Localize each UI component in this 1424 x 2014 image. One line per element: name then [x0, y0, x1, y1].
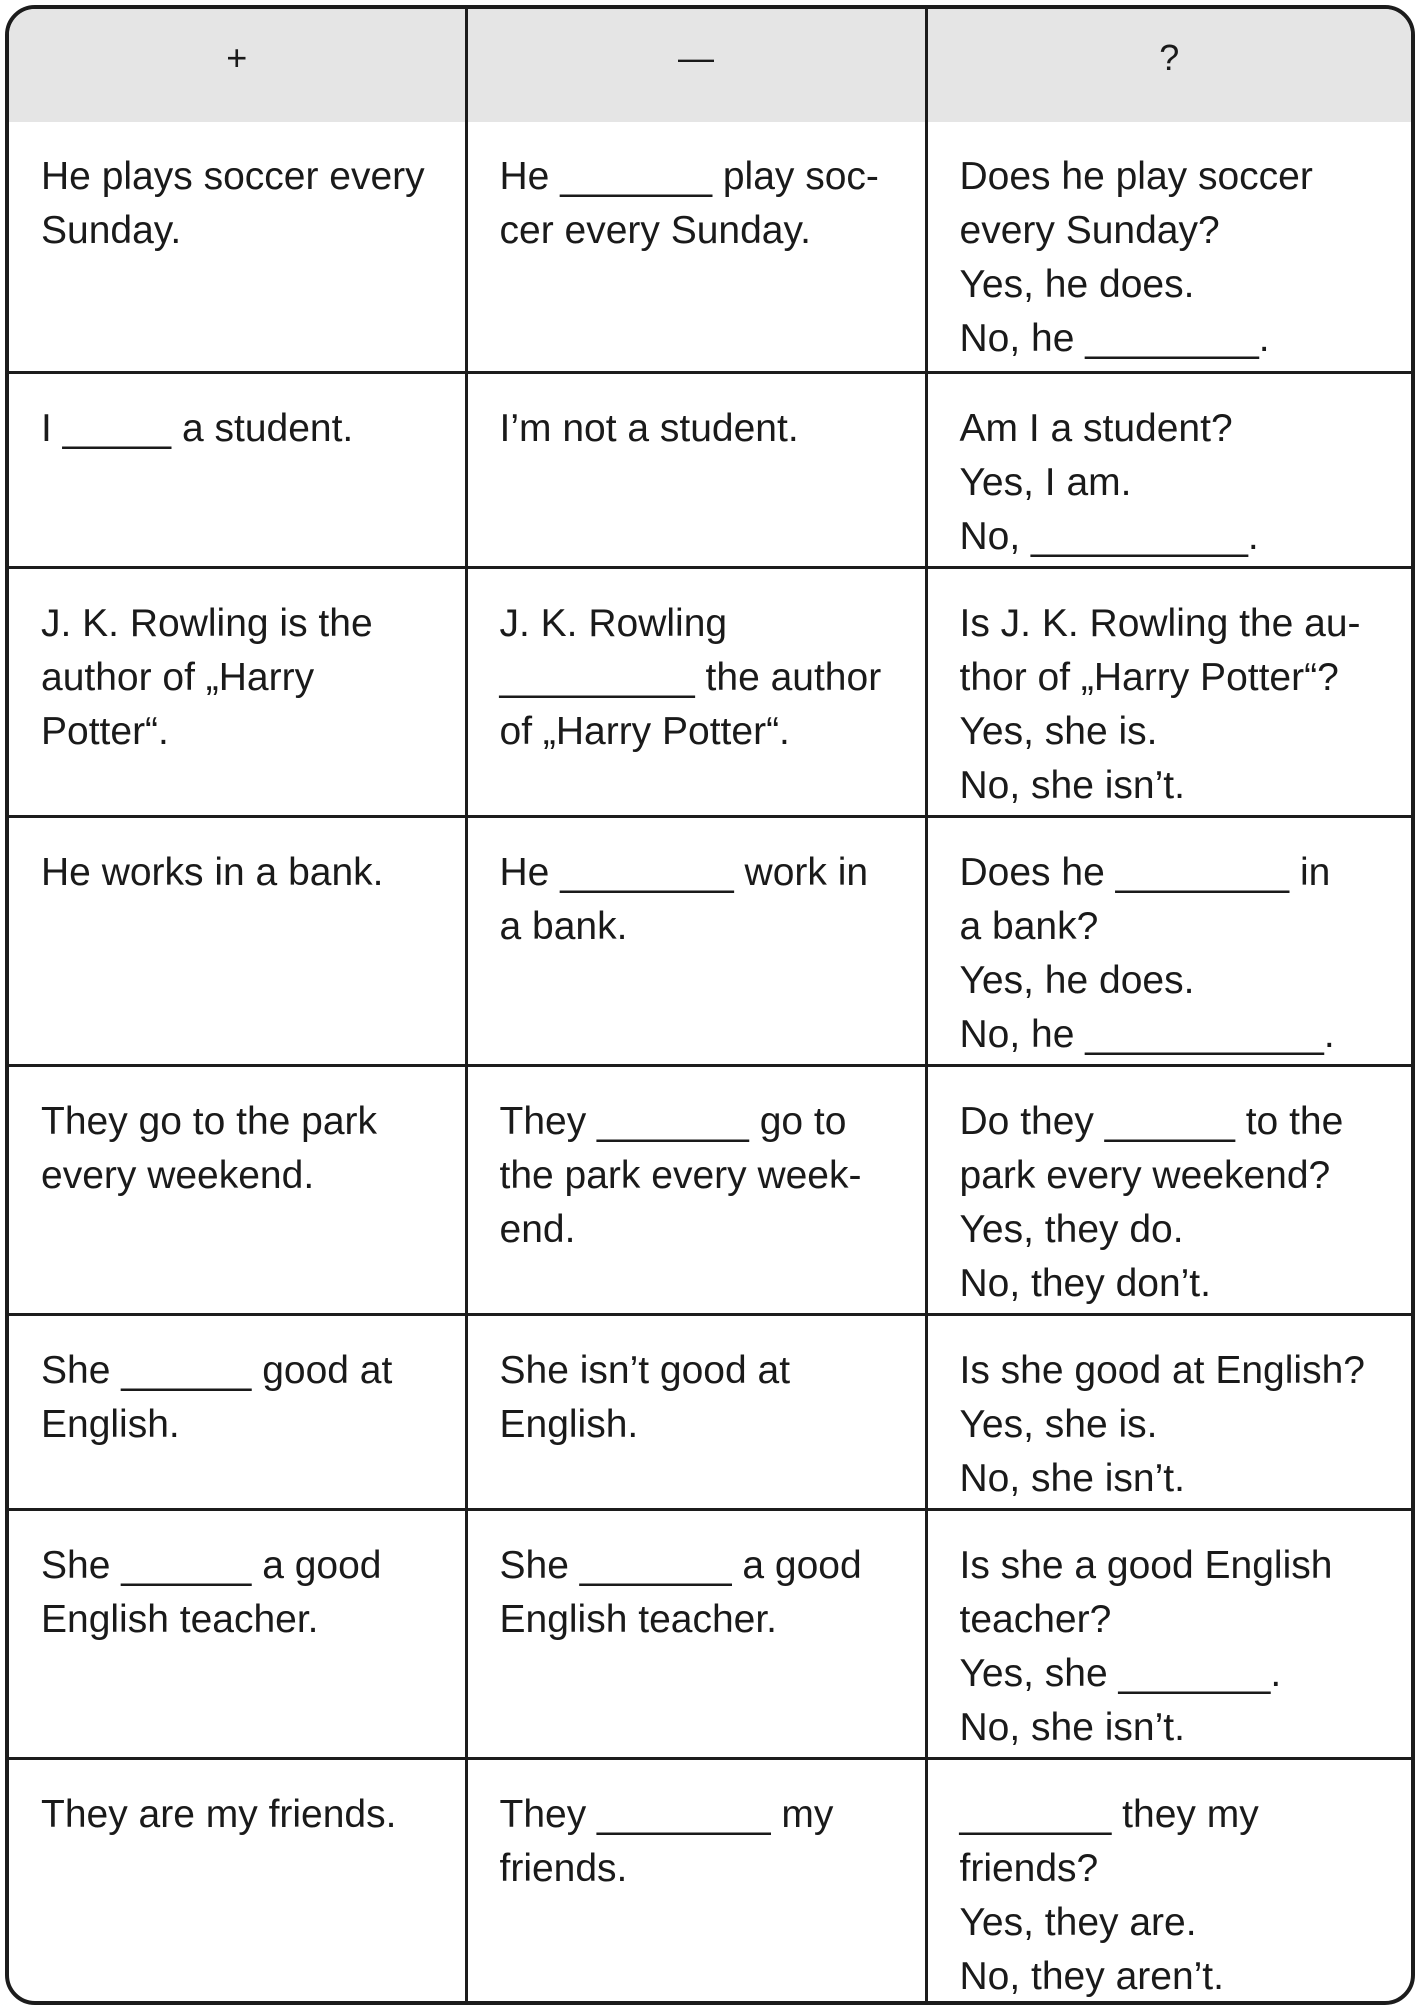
cell-line: Do they ______ to the — [959, 1099, 1344, 1143]
cell-line: Does he play soccer — [959, 155, 1313, 198]
table-row — [9, 122, 1411, 372]
cell-line: a bank? — [959, 904, 1099, 948]
cell-positive — [9, 1065, 466, 1314]
cell-question — [926, 122, 1411, 372]
cell-line: English. — [41, 1402, 180, 1446]
cell-line: _________ the author — [499, 655, 882, 699]
cell-positive — [9, 816, 466, 1065]
cell-line: She ______ good at — [41, 1348, 393, 1392]
cell-line: No, she isn’t. — [959, 1705, 1185, 1749]
grammar-table — [9, 9, 1411, 2004]
cell-line: He plays soccer every — [41, 155, 425, 198]
cell-negative — [466, 567, 926, 816]
table-row — [9, 816, 1411, 1065]
table-row — [9, 1509, 1411, 1758]
cell-line: Is she a good English — [959, 1543, 1333, 1587]
cell-positive — [9, 1758, 466, 2004]
cell-line: Yes, they are. — [959, 1900, 1197, 1944]
cell-positive — [9, 567, 466, 816]
cell-line: author of „Harry — [41, 655, 315, 699]
header-negative: — — [466, 9, 926, 122]
cell-line: English. — [499, 1402, 639, 1446]
cell-line: No, they don’t. — [959, 1261, 1211, 1305]
cell-line: Yes, she is. — [959, 709, 1158, 753]
cell-line: No, he ________. — [959, 317, 1270, 360]
cell-line: Yes, she is. — [959, 1402, 1158, 1446]
cell-negative — [466, 816, 926, 1065]
cell-line: Am I a student? — [959, 406, 1233, 450]
cell-negative — [466, 372, 926, 567]
cell-line: Yes, he does. — [959, 958, 1195, 1002]
cell-line: I _____ a student. — [41, 406, 354, 450]
cell-positive — [9, 122, 466, 372]
cell-question — [926, 567, 1411, 816]
cell-line: park every weekend? — [959, 1153, 1331, 1197]
cell-line: J. K. Rowling — [499, 601, 728, 645]
cell-line: the park every week- — [499, 1153, 862, 1197]
cell-line: Yes, he does. — [959, 263, 1195, 306]
cell-line: English teacher. — [499, 1597, 778, 1641]
cell-negative — [466, 122, 926, 372]
header-row — [9, 9, 1411, 122]
cell-line: She _______ a good — [499, 1543, 862, 1587]
cell-line: No, they aren’t. — [959, 1954, 1224, 1998]
cell-negative — [466, 1065, 926, 1314]
cell-line: No, he ___________. — [959, 1012, 1335, 1056]
cell-line: a bank. — [499, 904, 628, 948]
cell-line: every weekend. — [41, 1153, 315, 1197]
cell-positive — [9, 1509, 466, 1758]
cell-question — [926, 1065, 1411, 1314]
cell-line: thor of „Harry Potter“? — [959, 655, 1339, 699]
cell-line: friends? — [959, 1846, 1099, 1890]
table-row — [9, 372, 1411, 567]
cell-line: They _______ go to — [499, 1099, 847, 1143]
cell-line: Yes, I am. — [959, 460, 1132, 504]
cell-question — [926, 372, 1411, 567]
cell-line: She isn’t good at — [499, 1348, 791, 1392]
cell-line: J. K. Rowling is the — [41, 601, 373, 645]
cell-line: teacher? — [959, 1597, 1112, 1641]
cell-line: _______ they my — [959, 1792, 1259, 1836]
cell-line: English teacher. — [41, 1597, 319, 1641]
cell-question — [926, 816, 1411, 1065]
cell-line: I’m not a student. — [499, 406, 799, 450]
cell-negative — [466, 1314, 926, 1509]
cell-line: Yes, she _______. — [959, 1651, 1282, 1695]
table-row — [9, 1758, 1411, 2004]
cell-line: friends. — [499, 1846, 628, 1890]
cell-negative — [466, 1509, 926, 1758]
table-body — [9, 122, 1411, 2004]
cell-question — [926, 1314, 1411, 1509]
cell-positive — [9, 1314, 466, 1509]
cell-line: of „Harry Potter“. — [499, 709, 790, 753]
cell-line: Is J. K. Rowling the au- — [959, 601, 1361, 645]
cell-line: Potter“. — [41, 709, 169, 753]
cell-line: No, she isn’t. — [959, 1456, 1185, 1500]
cell-question — [926, 1758, 1411, 2004]
cell-line: They are my friends. — [41, 1792, 397, 1836]
cell-line: Does he ________ in — [959, 850, 1331, 894]
table-row — [9, 1065, 1411, 1314]
cell-line: They ________ my — [499, 1792, 834, 1836]
cell-question — [926, 1509, 1411, 1758]
cell-line: He ________ work in — [499, 850, 869, 894]
table-row — [9, 1314, 1411, 1509]
header-question: ? — [926, 9, 1411, 122]
table-row — [9, 567, 1411, 816]
cell-line: He works in a bank. — [41, 850, 384, 894]
cell-line: every Sunday? — [959, 209, 1220, 252]
cell-line: end. — [499, 1207, 576, 1251]
header-positive: + — [9, 9, 466, 122]
cell-line: Yes, they do. — [959, 1207, 1184, 1251]
cell-line: He _______ play soc- — [499, 155, 879, 198]
cell-line: They go to the park — [41, 1099, 378, 1143]
exercise-sheet — [5, 5, 1415, 2005]
cell-line: Is she good at English? — [959, 1348, 1365, 1392]
cell-line: She ______ a good — [41, 1543, 382, 1587]
table-header — [9, 9, 1411, 122]
cell-negative — [466, 1758, 926, 2004]
cell-line: cer every Sunday. — [499, 209, 811, 252]
cell-line: No, she isn’t. — [959, 763, 1185, 807]
cell-positive — [9, 372, 466, 567]
cell-line: No, __________. — [959, 514, 1259, 558]
cell-line: Sunday. — [41, 209, 182, 252]
